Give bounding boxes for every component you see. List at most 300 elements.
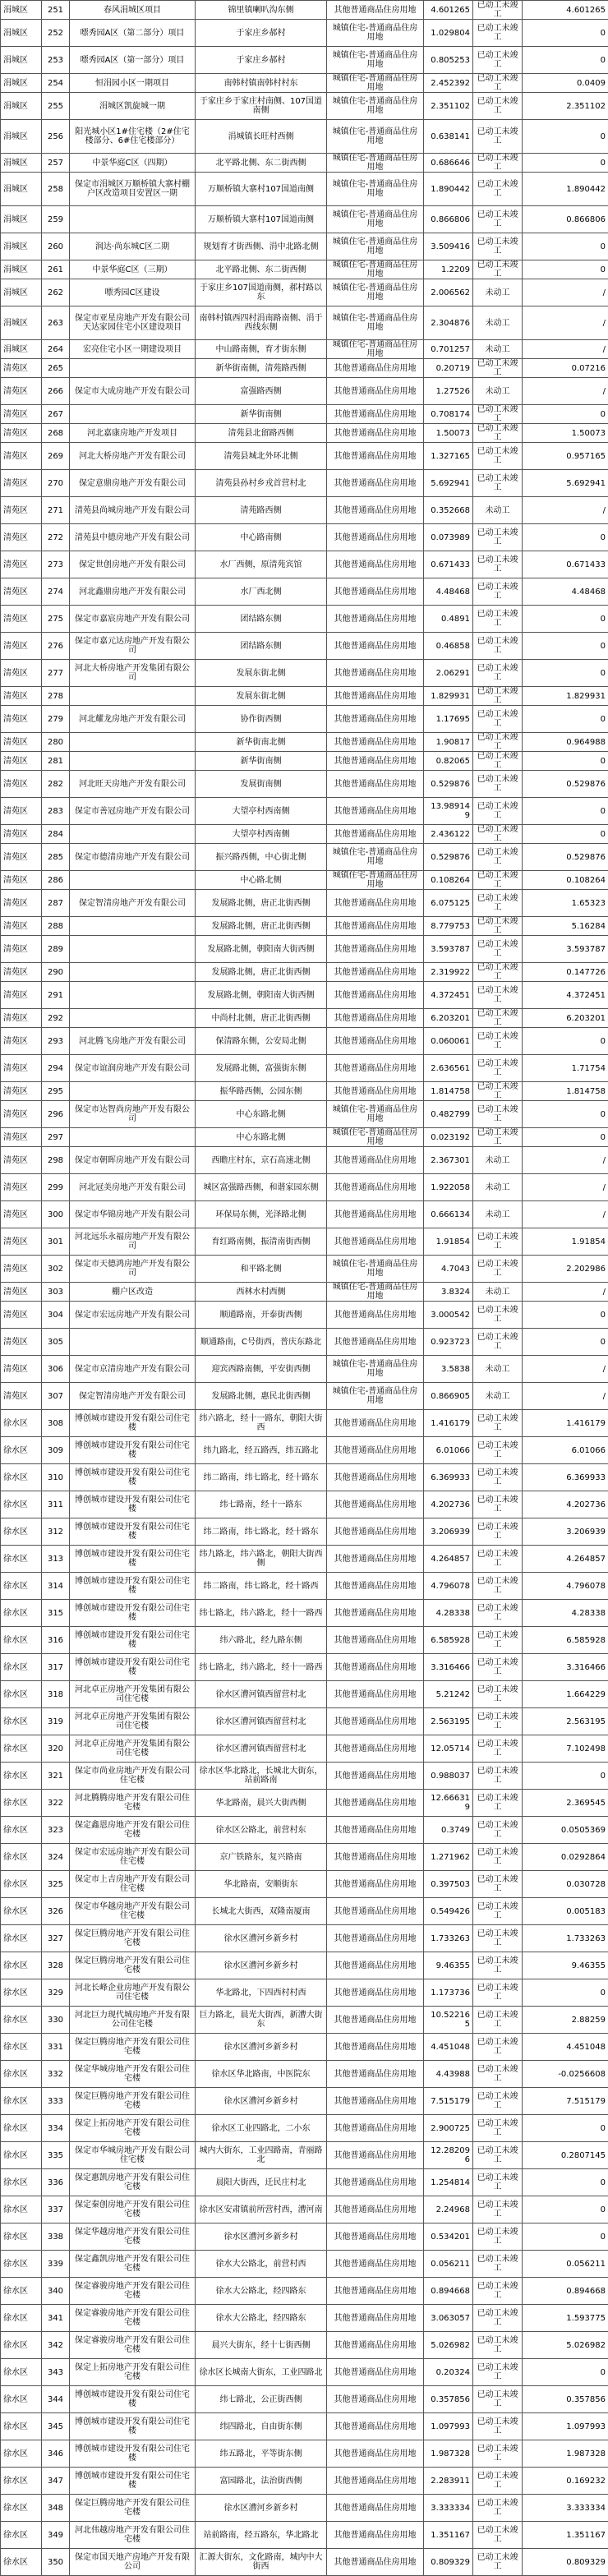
location-cell: 新华街南北侧 <box>196 733 327 752</box>
status-cell: 已动工未竣工 <box>473 871 523 890</box>
status-cell: 已动工未竣工 <box>473 2061 523 2088</box>
table-row <box>1 279 608 306</box>
location-cell: 发展路北侧，惠民北街西侧 <box>196 1383 327 1410</box>
district-cell: 徐水区 <box>1 2251 42 2278</box>
land-use-cell: 其他普通商品住房用地 <box>327 771 424 798</box>
status-cell: 已动工未竣工 <box>473 798 523 825</box>
row-number-cell: 282 <box>42 771 70 798</box>
area-cell: 1.733263 <box>424 1925 473 1952</box>
table-row <box>1 1600 608 1627</box>
district-cell: 涓城区 <box>1 206 42 233</box>
district-cell: 清苑区 <box>1 706 42 733</box>
land-use-cell: 其他普通商品住房用地 <box>327 2169 424 2196</box>
district-cell: 清苑区 <box>1 405 42 424</box>
land-use-cell: 其他普通商品住房用地 <box>327 1491 424 1518</box>
area-cell: 5.21242 <box>424 1681 473 1708</box>
remaining-area-cell: 7.102498 <box>523 1735 608 1763</box>
row-number-cell: 320 <box>42 1735 70 1763</box>
row-number-cell: 253 <box>42 47 70 74</box>
land-use-cell: 其他普通商品住房用地 <box>327 359 424 378</box>
row-number-cell: 292 <box>42 1009 70 1028</box>
status-cell: 已动工未竣工 <box>473 1228 523 1256</box>
area-cell: 2.900725 <box>424 2115 473 2142</box>
district-cell: 徐水区 <box>1 1491 42 1518</box>
remaining-area-cell: 0 <box>523 405 608 424</box>
status-cell: 未动工 <box>473 1283 523 1302</box>
status-cell: 已动工未竣工 <box>473 20 523 47</box>
project-name-cell: 博创城市建设开发有限公司住宅楼 <box>70 1573 196 1600</box>
area-cell: 1.173736 <box>424 1979 473 2007</box>
remaining-area-cell: 4.48468 <box>523 578 608 606</box>
district-cell: 清苑区 <box>1 1082 42 1101</box>
location-cell: 徐水区华北路北，长城北大街东，站前路南 <box>196 1763 327 1790</box>
status-cell: 已动工未竣工 <box>473 1763 523 1790</box>
table-row <box>1 1491 608 1518</box>
district-cell: 清苑区 <box>1 1329 42 1356</box>
project-name-cell: 保定上拓房地产开发有限公司住宅楼 <box>70 2359 196 2386</box>
location-cell: 北平路北侧、东二街西侧 <box>196 154 327 173</box>
land-use-cell: 其他普通商品住房用地 <box>327 1817 424 1844</box>
remaining-area-cell: 0 <box>523 2223 608 2251</box>
project-name-cell <box>70 405 196 424</box>
location-cell: 发展路北侧，唐正北街西侧 <box>196 963 327 982</box>
district-cell: 清苑区 <box>1 578 42 606</box>
status-cell: 已动工未竣工 <box>473 1600 523 1627</box>
area-cell: 0.20324 <box>424 2359 473 2386</box>
project-name-cell: 涓城区凯旋城一期 <box>70 93 196 120</box>
land-use-cell: 其他普通商品住房用地 <box>327 2332 424 2359</box>
district-cell: 涓城区 <box>1 340 42 359</box>
remaining-area-cell: 1.593775 <box>523 2305 608 2332</box>
area-cell: 3.8324 <box>424 1283 473 1302</box>
district-cell: 徐水区 <box>1 1410 42 1437</box>
project-name-cell: 保定市涓城区万顺桥镇大寨村棚户区改造项目安置区一期 <box>70 173 196 206</box>
location-cell: 中山路南侧，育才街东侧 <box>196 340 327 359</box>
row-number-cell: 331 <box>42 2034 70 2061</box>
remaining-area-cell: 4.28338 <box>523 1600 608 1627</box>
table-row <box>1 93 608 120</box>
area-cell: 4.7043 <box>424 1256 473 1283</box>
district-cell: 徐水区 <box>1 2413 42 2440</box>
area-cell: 4.43988 <box>424 2061 473 2088</box>
table-row <box>1 1302 608 1329</box>
status-cell: 已动工未竣工 <box>473 771 523 798</box>
status-cell: 已动工未竣工 <box>473 606 523 633</box>
district-cell: 清苑区 <box>1 1201 42 1228</box>
remaining-area-cell: 6.369933 <box>523 1464 608 1491</box>
table-row <box>1 871 608 890</box>
status-cell: 未动工 <box>473 279 523 306</box>
row-number-cell: 303 <box>42 1283 70 1302</box>
district-cell: 清苑区 <box>1 963 42 982</box>
land-use-cell: 其他普通商品住房用地 <box>327 497 424 524</box>
project-name-cell: 河北卓正房地产开发集团有限公司住宅楼 <box>70 1708 196 1735</box>
land-use-cell: 城镇住宅-普通商品住房用地 <box>327 306 424 340</box>
table-row <box>1 936 608 963</box>
district-cell: 清苑区 <box>1 687 42 706</box>
project-name-cell: 保定上拓房地产开发有限公司住宅楼 <box>70 2115 196 2142</box>
remaining-area-cell: 0.894668 <box>523 2278 608 2305</box>
district-cell: 徐水区 <box>1 1708 42 1735</box>
project-name-cell: 嘌秀园C区建设 <box>70 279 196 306</box>
land-use-cell: 城镇住宅-普通商品住房用地 <box>327 260 424 279</box>
remaining-area-cell: / <box>523 1174 608 1201</box>
district-cell: 徐水区 <box>1 1573 42 1600</box>
status-cell: 已动工未竣工 <box>473 2169 523 2196</box>
district-cell: 清苑区 <box>1 825 42 844</box>
row-number-cell: 348 <box>42 2495 70 2522</box>
area-cell: 0.671433 <box>424 551 473 578</box>
project-name-cell: 棚户区改造 <box>70 1283 196 1302</box>
area-cell: 1.91854 <box>424 1228 473 1256</box>
land-use-cell: 其他普通商品住房用地 <box>327 2549 424 2576</box>
location-cell: 徐水区漕河镇西留营村北 <box>196 1681 327 1708</box>
area-cell: 0.805253 <box>424 47 473 74</box>
row-number-cell: 277 <box>42 660 70 687</box>
table-row <box>1 1128 608 1147</box>
district-cell: 徐水区 <box>1 2495 42 2522</box>
remaining-area-cell: 5.16284 <box>523 917 608 936</box>
project-name-cell: 博创城市建设开发有限公司住宅楼 <box>70 1410 196 1437</box>
land-use-cell: 其他普通商品住房用地 <box>327 1009 424 1028</box>
land-use-cell: 其他普通商品住房用地 <box>327 2061 424 2088</box>
area-cell: 3.333334 <box>424 2495 473 2522</box>
district-cell: 清苑区 <box>1 982 42 1009</box>
area-cell: 4.372451 <box>424 982 473 1009</box>
status-cell: 已动工未竣工 <box>473 359 523 378</box>
project-name-cell: 保定华越房地产开发有限公司住宅楼 <box>70 2223 196 2251</box>
land-use-cell: 其他普通商品住房用地 <box>327 443 424 470</box>
land-use-cell: 其他普通商品住房用地 <box>327 405 424 424</box>
project-name-cell: 恒涓园小区一期项目 <box>70 74 196 93</box>
district-cell: 清苑区 <box>1 798 42 825</box>
row-number-cell: 337 <box>42 2196 70 2223</box>
district-cell: 清苑区 <box>1 844 42 871</box>
location-cell: 徐水区漕河乡新乡村 <box>196 2223 327 2251</box>
area-cell: 12.05714 <box>424 1735 473 1763</box>
land-use-cell: 其他普通商品住房用地 <box>327 2007 424 2034</box>
table-row <box>1 378 608 405</box>
project-name-cell: 保定意鼎房地产开发有限公司 <box>70 470 196 497</box>
land-use-cell: 其他普通商品住房用地 <box>327 890 424 917</box>
district-cell: 清苑区 <box>1 1228 42 1256</box>
row-number-cell: 338 <box>42 2223 70 2251</box>
remaining-area-cell: 0 <box>523 154 608 173</box>
project-name-cell: 保定智清房地产开发有限公司 <box>70 1383 196 1410</box>
row-number-cell: 321 <box>42 1763 70 1790</box>
status-cell: 已动工未竣工 <box>473 2305 523 2332</box>
table-row <box>1 1654 608 1681</box>
row-number-cell: 288 <box>42 917 70 936</box>
row-number-cell: 327 <box>42 1925 70 1952</box>
location-cell: 育红路南侧，振清南街西侧 <box>196 1228 327 1256</box>
row-number-cell: 274 <box>42 578 70 606</box>
area-cell: 3.206939 <box>424 1518 473 1546</box>
district-cell: 清苑区 <box>1 1383 42 1410</box>
project-name-cell <box>70 936 196 963</box>
remaining-area-cell: 0 <box>523 2115 608 2142</box>
status-cell: 已动工未竣工 <box>473 1082 523 1101</box>
row-number-cell: 269 <box>42 443 70 470</box>
location-cell: 中心路南侧 <box>196 524 327 551</box>
area-cell: 3.5838 <box>424 1356 473 1383</box>
row-number-cell: 258 <box>42 173 70 206</box>
district-cell: 徐水区 <box>1 1979 42 2007</box>
land-use-cell: 其他普通商品住房用地 <box>327 752 424 771</box>
location-cell: 大望亭村西南侧 <box>196 798 327 825</box>
location-cell: 华北路南，安顺街东 <box>196 1871 327 1898</box>
table-row <box>1 2495 608 2522</box>
location-cell: 发展东街北侧 <box>196 660 327 687</box>
table-row <box>1 1174 608 1201</box>
project-name-cell: 河北巨力现代城房地产开发有限公司住宅楼 <box>70 2007 196 2034</box>
location-cell: 城内大街东，工业四路南，青丽路北 <box>196 2142 327 2169</box>
district-cell: 清苑区 <box>1 1283 42 1302</box>
status-cell: 已动工未竣工 <box>473 706 523 733</box>
status-cell: 已动工未竣工 <box>473 2359 523 2386</box>
location-cell: 城区富强路西侧，和谐家园东侧 <box>196 1174 327 1201</box>
project-name-cell: 河北嘉康房地产开发项目 <box>70 424 196 443</box>
status-cell: 已动工未竣工 <box>473 1 523 20</box>
project-name-cell: 河北腾飞房地产开发有限公司 <box>70 1028 196 1055</box>
project-name-cell: 保定鑫恩房地产开发有限公司住宅楼 <box>70 1817 196 1844</box>
table-row <box>1 1898 608 1925</box>
row-number-cell: 259 <box>42 206 70 233</box>
status-cell: 已动工未竣工 <box>473 2142 523 2169</box>
land-use-cell: 其他普通商品住房用地 <box>327 2495 424 2522</box>
area-cell: 6.075125 <box>424 890 473 917</box>
district-cell: 清苑区 <box>1 424 42 443</box>
remaining-area-cell: / <box>523 497 608 524</box>
row-number-cell: 334 <box>42 2115 70 2142</box>
status-cell: 已动工未竣工 <box>473 1464 523 1491</box>
remaining-area-cell: 0.005183 <box>523 1898 608 1925</box>
area-cell: 2.304876 <box>424 306 473 340</box>
location-cell: 协作街西侧 <box>196 706 327 733</box>
district-cell: 清苑区 <box>1 733 42 752</box>
project-name-cell: 保定市尚业房地产开发有限公司住宅楼 <box>70 1763 196 1790</box>
area-cell: 0.866905 <box>424 1383 473 1410</box>
area-cell: 1.271962 <box>424 1844 473 1871</box>
status-cell: 已动工未竣工 <box>473 74 523 93</box>
land-use-cell: 其他普通商品住房用地 <box>327 2115 424 2142</box>
remaining-area-cell: 0 <box>523 1329 608 1356</box>
project-name-cell: 博创城市建设开发有限公司住宅楼 <box>70 1464 196 1491</box>
project-name-cell: 河北旺天房地产开发有限公司 <box>70 771 196 798</box>
project-name-cell <box>70 1128 196 1147</box>
area-cell: 1.254814 <box>424 2169 473 2196</box>
location-cell: 发展路北侧，唐正北街西侧 <box>196 917 327 936</box>
district-cell: 清苑区 <box>1 890 42 917</box>
remaining-area-cell: 1.50073 <box>523 424 608 443</box>
land-use-cell: 城镇住宅-普通商品住房用地 <box>327 120 424 154</box>
project-name-cell: 博创城市建设开发有限公司住宅楼 <box>70 2386 196 2413</box>
location-cell: 发展街南侧 <box>196 771 327 798</box>
location-cell: 发展路北侧，朝阳南大街西侧 <box>196 936 327 963</box>
status-cell: 已动工未竣工 <box>473 405 523 424</box>
row-number-cell: 342 <box>42 2332 70 2359</box>
table-row <box>1 890 608 917</box>
land-use-cell: 城镇住宅-普通商品住房用地 <box>327 279 424 306</box>
remaining-area-cell: 2.351102 <box>523 93 608 120</box>
district-cell: 涓城区 <box>1 1 42 20</box>
location-cell: 徐水区安肃镇前所营村西，漕河南 <box>196 2196 327 2223</box>
remaining-area-cell: 1.733263 <box>523 1925 608 1952</box>
location-cell: 清苑路西侧 <box>196 497 327 524</box>
status-cell: 已动工未竣工 <box>473 2413 523 2440</box>
remaining-area-cell: 4.601265 <box>523 1 608 20</box>
table-row <box>1 2169 608 2196</box>
location-cell: 清苑县北留路西侧 <box>196 424 327 443</box>
location-cell: 大望亭村西南侧 <box>196 825 327 844</box>
row-number-cell: 285 <box>42 844 70 871</box>
land-use-cell: 其他普通商品住房用地 <box>327 1654 424 1681</box>
location-cell: 顺通路南，C号街西，普庆东路北 <box>196 1329 327 1356</box>
status-cell: 已动工未竣工 <box>473 1654 523 1681</box>
status-cell: 已动工未竣工 <box>473 825 523 844</box>
land-use-cell: 其他普通商品住房用地 <box>327 2440 424 2468</box>
land-use-cell: 其他普通商品住房用地 <box>327 470 424 497</box>
table-row <box>1 2440 608 2468</box>
area-cell: 6.01066 <box>424 1437 473 1464</box>
row-number-cell: 324 <box>42 1844 70 1871</box>
remaining-area-cell: 0 <box>523 1101 608 1128</box>
row-number-cell: 266 <box>42 378 70 405</box>
remaining-area-cell: 6.01066 <box>523 1437 608 1464</box>
row-number-cell: 344 <box>42 2386 70 2413</box>
district-cell: 清苑区 <box>1 771 42 798</box>
status-cell: 已动工未竣工 <box>473 1952 523 1979</box>
row-number-cell: 340 <box>42 2278 70 2305</box>
project-name-cell: 河北卓正房地产开发集团有限公司住宅楼 <box>70 1735 196 1763</box>
remaining-area-cell: / <box>523 378 608 405</box>
table-row <box>1 1817 608 1844</box>
district-cell: 徐水区 <box>1 1817 42 1844</box>
area-cell: 0.108264 <box>424 871 473 890</box>
project-name-cell: 河北卓正房地产开发集团有限公司住宅楼 <box>70 1681 196 1708</box>
district-cell: 涓城区 <box>1 47 42 74</box>
status-cell: 已动工未竣工 <box>473 733 523 752</box>
status-cell: 已动工未竣工 <box>473 1028 523 1055</box>
table-row <box>1 1 608 20</box>
area-cell: 2.351102 <box>424 93 473 120</box>
status-cell: 已动工未竣工 <box>473 1437 523 1464</box>
row-number-cell: 299 <box>42 1174 70 1201</box>
remaining-area-cell: 0 <box>523 2359 608 2386</box>
status-cell: 已动工未竣工 <box>473 206 523 233</box>
district-cell: 涓城区 <box>1 306 42 340</box>
status-cell: 已动工未竣工 <box>473 2115 523 2142</box>
status-cell: 已动工未竣工 <box>473 2278 523 2305</box>
land-use-cell: 其他普通商品住房用地 <box>327 551 424 578</box>
table-row <box>1 1518 608 1546</box>
location-cell: 华北路南，晨兴大街西侧 <box>196 1790 327 1817</box>
row-number-cell: 283 <box>42 798 70 825</box>
project-name-cell: 保定市华城房地产开发有限公司住宅楼 <box>70 2142 196 2169</box>
district-cell: 徐水区 <box>1 1952 42 1979</box>
status-cell: 已动工未竣工 <box>473 93 523 120</box>
table-row <box>1 752 608 771</box>
area-cell: 9.46355 <box>424 1952 473 1979</box>
project-name-cell: 保定睿骏房地产开发有限公司住宅楼 <box>70 2332 196 2359</box>
area-cell: 1.097993 <box>424 2413 473 2440</box>
land-use-cell: 其他普通商品住房用地 <box>327 1437 424 1464</box>
remaining-area-cell: 0 <box>523 2169 608 2196</box>
land-use-cell: 其他普通商品住房用地 <box>327 963 424 982</box>
remaining-area-cell: 0.964988 <box>523 733 608 752</box>
area-cell: 5.026982 <box>424 2332 473 2359</box>
remaining-area-cell: 0 <box>523 20 608 47</box>
location-cell: 振兴路西侧，中心街北侧 <box>196 844 327 871</box>
table-row <box>1 917 608 936</box>
location-cell: 徐水大公路北，经四路东 <box>196 2278 327 2305</box>
district-cell: 徐水区 <box>1 1871 42 1898</box>
table-row <box>1 306 608 340</box>
row-number-cell: 345 <box>42 2413 70 2440</box>
remaining-area-cell: 0.2807145 <box>523 2142 608 2169</box>
table-row <box>1 771 608 798</box>
project-name-cell: 中景华庭C区（三期） <box>70 260 196 279</box>
land-use-cell: 其他普通商品住房用地 <box>327 2223 424 2251</box>
table-row <box>1 2549 608 2576</box>
status-cell: 已动工未竣工 <box>473 2495 523 2522</box>
area-cell: 2.283911 <box>424 2468 473 2495</box>
land-use-cell: 其他普通商品住房用地 <box>327 606 424 633</box>
remaining-area-cell: 0 <box>523 706 608 733</box>
table-row <box>1 660 608 687</box>
location-cell: 纬九路北，经五路西，纬五路北 <box>196 1437 327 1464</box>
status-cell: 已动工未竣工 <box>473 233 523 260</box>
area-cell: 1.814758 <box>424 1082 473 1101</box>
location-cell: 于家庄乡于家庄村南侧、107国道南侧 <box>196 93 327 120</box>
project-name-cell: 宏亮住宅小区一期建设项目 <box>70 340 196 359</box>
row-number-cell: 347 <box>42 2468 70 2495</box>
project-name-cell <box>70 752 196 771</box>
row-number-cell: 332 <box>42 2061 70 2088</box>
remaining-area-cell: 0.957165 <box>523 443 608 470</box>
area-cell: 3.063057 <box>424 2305 473 2332</box>
project-name-cell: 博创城市建设开发有限公司住宅楼 <box>70 1627 196 1654</box>
status-cell: 已动工未竣工 <box>473 470 523 497</box>
remaining-area-cell: 1.416179 <box>523 1410 608 1437</box>
location-cell: 中心路北侧 <box>196 871 327 890</box>
table-row <box>1 2278 608 2305</box>
area-cell: 4.264857 <box>424 1546 473 1573</box>
project-name-cell: 河北腾腾房地产开发有限公司住宅楼 <box>70 1790 196 1817</box>
district-cell: 涓城区 <box>1 74 42 93</box>
row-number-cell: 322 <box>42 1790 70 1817</box>
location-cell: 清苑县城北外环北侧 <box>196 443 327 470</box>
land-use-cell: 其他普通商品住房用地 <box>327 1735 424 1763</box>
area-cell: 1.2209 <box>424 260 473 279</box>
land-use-cell: 城镇住宅-普通商品住房用地 <box>327 844 424 871</box>
location-cell: 万顺桥镇大寨村107国道南侧 <box>196 206 327 233</box>
remaining-area-cell: 0.07216 <box>523 359 608 378</box>
remaining-area-cell: / <box>523 1147 608 1174</box>
table-row <box>1 2468 608 2495</box>
district-cell: 徐水区 <box>1 2440 42 2468</box>
remaining-area-cell: 0.529876 <box>523 844 608 871</box>
table-row <box>1 340 608 359</box>
status-cell: 已动工未竣工 <box>473 2196 523 2223</box>
remaining-area-cell: 5.026982 <box>523 2332 608 2359</box>
project-name-cell: 博创城市建设开发有限公司住宅楼 <box>70 2468 196 2495</box>
location-cell: 汇源大街东，文化路南，城内中大街西 <box>196 2549 327 2576</box>
area-cell: 1.029804 <box>424 20 473 47</box>
status-cell: 已动工未竣工 <box>473 2034 523 2061</box>
land-use-cell: 其他普通商品住房用地 <box>327 982 424 1009</box>
project-name-cell: 保定秦创房地产开发有限公司住宅楼 <box>70 2196 196 2223</box>
